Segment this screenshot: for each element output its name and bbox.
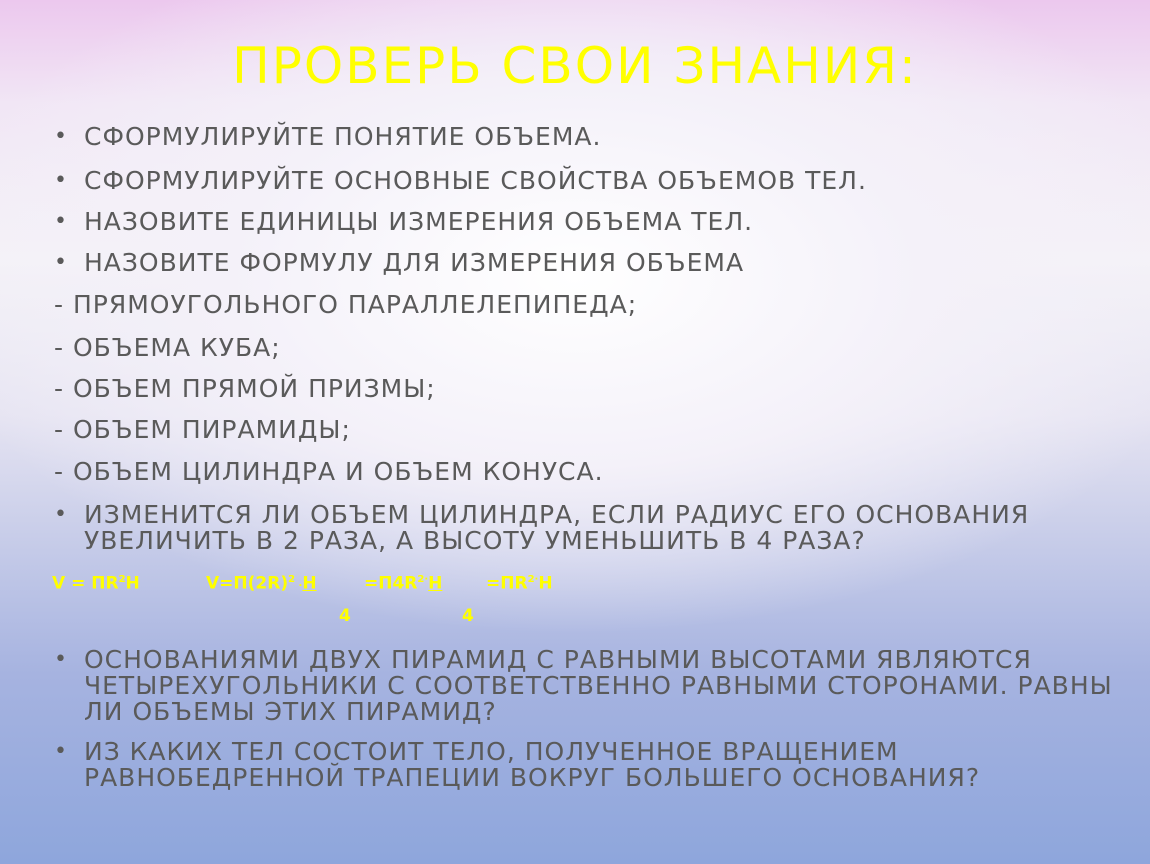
- slide-title: ПРОВЕРЬ СВОИ ЗНАНИЯ:: [232, 37, 918, 95]
- formula-exponent: 2·: [417, 574, 429, 585]
- formula-exponent: 2·: [527, 574, 539, 585]
- dash-item: - ОБЪЕМ ПИРАМИДЫ;: [54, 415, 351, 444]
- formula-exponent: 2: [288, 574, 296, 585]
- dash-item: - ОБЪЕМ ЦИЛИНДРА И ОБЪЕМ КОНУСА.: [54, 457, 604, 486]
- bullet-dot: •: [54, 209, 67, 234]
- question-pyramid-line: ЛИ ОБЪЕМЫ ЭТИХ ПИРАМИД?: [84, 697, 497, 726]
- dash-item: - ПРЯМОУГОЛЬНОГО ПАРАЛЛЕЛЕПИПЕДА;: [54, 290, 638, 319]
- formula-part: H: [538, 573, 553, 594]
- bullet-dot: •: [54, 168, 67, 193]
- formula-numerator: H: [428, 573, 443, 594]
- question-pyramid-line: ОСНОВАНИЯМИ ДВУХ ПИРАМИД С РАВНЫМИ ВЫСОТАМИ ЯВЛЯЮТСЯ: [84, 645, 1032, 674]
- formula-denominator: 4: [339, 606, 351, 626]
- list-item: НАЗОВИТЕ ЕДИНИЦЫ ИЗМЕРЕНИЯ ОБЪЕМА ТЕЛ.: [84, 207, 754, 236]
- formula-part: =ПR: [486, 573, 528, 594]
- question-rotation-line: РАВНОБЕДРЕННОЙ ТРАПЕЦИИ ВОКРУГ БОЛЬШЕГО ОСНОВАНИЯ?: [84, 763, 981, 792]
- question-cylinder-line: УВЕЛИЧИТЬ В 2 РАЗА, А ВЫСОТУ УМЕНЬШИТЬ В 4 РАЗА?: [84, 526, 866, 555]
- question-cylinder-line: ИЗМЕНИТСЯ ЛИ ОБЪЕМ ЦИЛИНДРА, ЕСЛИ РАДИУС ЕГО ОСНОВАНИЯ: [84, 500, 1030, 529]
- dash-item: - ОБЪЕМ ПРЯМОЙ ПРИЗМЫ;: [54, 374, 436, 403]
- bullet-dot: •: [54, 502, 67, 527]
- formula-numerator: H: [302, 573, 317, 594]
- formula-part: V = ПR: [52, 573, 119, 594]
- formula-part: H: [125, 573, 140, 594]
- bullet-dot: •: [54, 124, 67, 149]
- formula-denominator: 4: [462, 606, 474, 626]
- dash-item: - ОБЪЕМА КУБА;: [54, 333, 281, 362]
- formula-exponent: 2: [118, 574, 126, 585]
- formula-dot: ·: [295, 580, 303, 592]
- question-rotation-line: ИЗ КАКИХ ТЕЛ СОСТОИТ ТЕЛО, ПОЛУЧЕННОЕ ВРАЩЕНИЕМ: [84, 737, 899, 766]
- list-item: СФОРМУЛИРУЙТЕ ОСНОВНЫЕ СВОЙСТВА ОБЪЕМОВ ТЕЛ.: [84, 166, 867, 195]
- formula-part: =П4R: [364, 573, 418, 594]
- bullet-dot: •: [54, 250, 67, 275]
- list-item: СФОРМУЛИРУЙТЕ ПОНЯТИЕ ОБЪЕМА.: [84, 122, 602, 151]
- bullet-dot: •: [54, 647, 67, 672]
- list-item: НАЗОВИТЕ ФОРМУЛУ ДЛЯ ИЗМЕРЕНИЯ ОБЪЕМА: [84, 248, 745, 277]
- bullet-dot: •: [54, 739, 67, 764]
- question-pyramid-line: ЧЕТЫРЕХУГОЛЬНИКИ С СООТВЕТСТВЕННО РАВНЫМИ СТОРОНАМИ. РАВНЫ: [84, 671, 1113, 700]
- formula-part: V=П(2R): [206, 573, 289, 594]
